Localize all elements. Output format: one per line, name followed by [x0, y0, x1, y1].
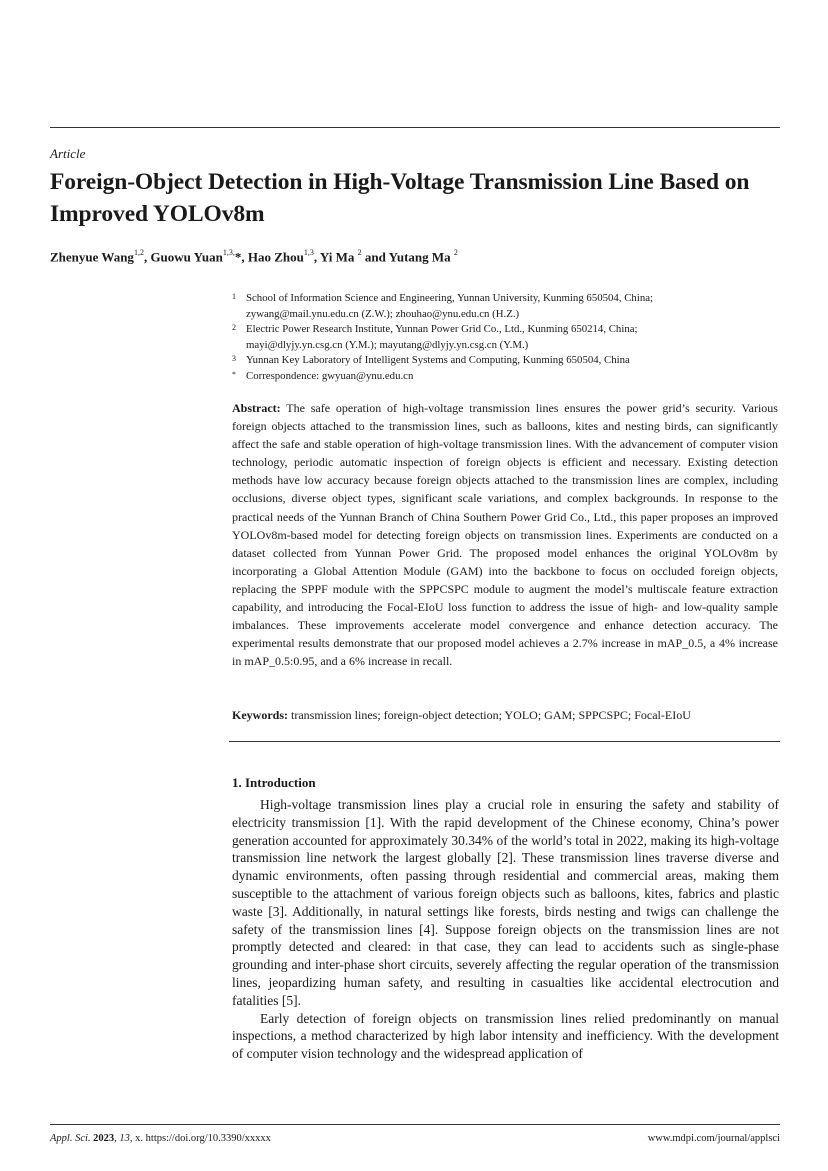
- correspondence-mark: *: [232, 369, 236, 379]
- abstract-text: The safe operation of high-voltage transmission lines ensures the power grid’s security. Various foreign objects attached to the transmission lines, such as balloons, kites and nesting birds, can significantly affect the safe and stable operation of high-voltage transmission lines. With the advancement of computer vision technology, periodic automatic inspection of foreign objects is efficient and necessary. Existing detection methods have low accuracy because foreign objects attached to the transmission lines are complex, including occlusions, diverse object types, significant scale variations, and complex backgrounds. In response to the practical needs of the Yunnan Branch of China Southern Power Grid Co., Ltd., this paper proposes an improved YOLOv8m-based model for detecting foreign objects on transmission lines. Experiments are conducted on a dataset collected from Yunnan Power Grid. The proposed model enhances the original YOLOv8m by incorporating a Global Attention Module (GAM) into the backbone to focus on occluded foreign objects, replacing the SPPF module with the SPPCSPC module to augment the model’s multiscale feature extraction capability, and introducing the Focal-EIoU loss function to address the issue of high- and low-quality sample imbalances. These improvements accelerate model convergence and enhance detection accuracy. The experimental results demonstrate that our proposed model achieves a 2.7% increase in mAP_0.5, a 4% increase in mAP_0.5:0.95, and a 6% increase in recall.: [232, 401, 778, 669]
- citation-footer: Appl. Sci. 2023, 13, x. https://doi.org/10.3390/xxxxx: [50, 1133, 271, 1144]
- journal-year: 2023: [93, 1133, 115, 1144]
- affiliation-emails[interactable]: mayi@dlyjy.yn.csg.cn (Y.M.); mayutang@dlyjy.yn.csg.cn (Y.M.): [246, 338, 529, 351]
- body-paragraph: High-voltage transmission lines play a crucial role in ensuring the safety and stability of electricity transmission [1]. With the rapid development of the Chinese economy, China’s power generation accounted for approximately 30.34% of the world’s total in 2022, making its high-voltage transmission line network the largest globally [2]. These transmission lines traverse diverse and dynamic environments, often passing through residential and commercial areas, making them susceptible to the attachment of various foreign objects such as balloons, kites, fabrics and plastic waste [3]. Additionally, in natural settings like forests, birds nesting and twigs can challenge the safety of the transmission lines [4]. Suppose foreign objects on the transmission lines are not promptly detected and cleared: in that case, they can lead to accidents such as single-phase grounding and inter-phase short circuits, severely affecting the regular operation of the transmission lines, jeopardizing human safety, and resulting in casualties like accidental electrocution and fatalities [5].: [232, 797, 779, 1008]
- affiliation-text: Electric Power Research Institute, Yunnan Power Grid Co., Ltd., Kunming 650214, China;: [246, 323, 638, 336]
- corresponding-mark: *: [234, 249, 242, 265]
- affiliation-item: [232, 307, 792, 323]
- journal-abbrev: Appl. Sci.: [50, 1133, 91, 1144]
- paper-title: Foreign-Object Detection in High-Voltage Transmission Line Based on Improved YOLOv8m: [50, 169, 750, 227]
- author-affiliation-mark: 1,3: [303, 248, 314, 257]
- abstract-rule: [229, 741, 780, 742]
- author: Yi Ma: [319, 249, 355, 265]
- affiliation-item: [232, 322, 792, 338]
- body-paragraph: Early detection of foreign objects on transmission lines relied predominantly on manual inspections, a method characterized by high labor intensity and inefficiency. With the development of computer vision technology and the widespread application of: [232, 1010, 779, 1062]
- affiliation-item: [232, 353, 792, 369]
- affiliation-emails[interactable]: zywang@mail.ynu.edu.cn (Z.W.); zhouhao@ynu.edu.cn (H.Z.): [246, 307, 520, 320]
- doi-text[interactable]: , x. https://doi.org/10.3390/xxxxx: [129, 1133, 271, 1144]
- affiliation-text: School of Information Science and Engineering, Yunnan University, Kunming 650504, China;: [246, 292, 654, 304]
- affiliation-mark: [232, 305, 246, 321]
- journal-volume: 13: [119, 1133, 130, 1144]
- section-body: [232, 796, 779, 1063]
- header-rule: [50, 127, 780, 128]
- author-list: [50, 249, 458, 265]
- article-type: Article: [50, 146, 86, 161]
- author-affiliation-mark: 1,3,: [222, 248, 235, 257]
- affiliation-mark: [232, 336, 246, 352]
- section-heading: 1. Introduction: [232, 775, 316, 790]
- author-affiliation-mark: 2: [357, 248, 362, 257]
- footer-rule: [50, 1124, 780, 1125]
- author: Guowu Yuan: [150, 249, 223, 265]
- author: Zhenyue Wang: [50, 249, 134, 265]
- author: Hao Zhou: [247, 249, 304, 265]
- affiliation-mark: 2: [232, 323, 236, 333]
- author-separator: ,: [143, 249, 151, 265]
- abstract-label: Abstract:: [232, 401, 281, 415]
- keywords: [232, 706, 778, 724]
- abstract: [232, 399, 778, 670]
- keywords-text: transmission lines; foreign-object detection; YOLO; GAM; SPPCSPC; Focal-EIoU: [291, 708, 691, 722]
- author-separator: and: [361, 249, 389, 265]
- author-separator: ,: [313, 249, 320, 265]
- author-affiliation-mark: 1,2: [133, 248, 144, 257]
- affiliation-item: [232, 338, 792, 354]
- affiliation-mark: 3: [232, 354, 236, 364]
- journal-url[interactable]: www.mdpi.com/journal/applsci: [647, 1133, 780, 1144]
- affiliation-item: [232, 291, 792, 307]
- correspondence-email[interactable]: Correspondence: gwyuan@ynu.edu.cn: [246, 369, 414, 382]
- affiliation-mark: 1: [232, 292, 236, 301]
- affiliation-list: [232, 291, 792, 385]
- author-separator: ,: [241, 249, 248, 265]
- keywords-label: Keywords:: [232, 708, 288, 722]
- affiliation-text: Yunnan Key Laboratory of Intelligent Systems and Computing, Kunming 650504, China: [246, 354, 630, 367]
- author-affiliation-mark: 2: [453, 248, 458, 257]
- author: Yutang Ma: [388, 249, 451, 265]
- affiliation-item: [232, 369, 792, 385]
